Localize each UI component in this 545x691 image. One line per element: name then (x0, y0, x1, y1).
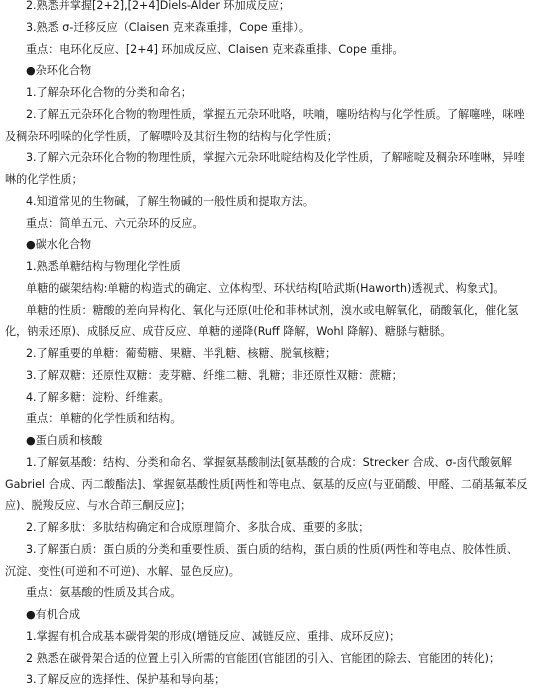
text-line: 3.了解双糖：还原性双糖：麦芽糖、纤维二糖、乳糖；非还原性双糖：蔗糖； (26, 368, 403, 382)
text-line: 2.了解五元杂环化合物的物理性质，掌握五元杂环吡咯，呋喃，噻吩结构与化学性质。了解噻唑，咪唑 (26, 107, 525, 121)
text-line: 1.掌握有机合成基本碳骨架的形成(增链反应、减链反应、重排、成环反应)； (26, 629, 401, 643)
key-points-line: 重点：简单五元、六元杂环的反应。 (26, 216, 204, 230)
text-line: 2.熟悉并掌握[2+2],[2+4]Diels-Alder 环加成反应； (26, 0, 290, 12)
text-line: 3.了解反应的选择性、保护基和导向基； (26, 673, 226, 687)
section-heading-carbohydrates: ●碳水化合物 (26, 238, 92, 252)
text-line: 单糖的性质：糖酸的差向异构化、氧化与还原(吐伦和菲林试剂，溴水或电解氧化，硝酸氧化，催化氢 (26, 303, 519, 317)
text-line: 啉的化学性质； (5, 173, 83, 186)
key-points-line: 重点：单糖的化学性质和结构。 (26, 412, 182, 426)
key-points-line: 重点：氨基酸的性质及其合成。 (26, 586, 182, 600)
text-line: 应)、脱羧反应、与水合茚三酮反应]； (5, 499, 192, 513)
text-line: 4.知道常见的生物碱，了解生物碱的一般性质和提取方法。 (26, 194, 314, 208)
text-line: 4.了解多糖：淀粉、纤维素。 (26, 390, 170, 404)
text-line: 沉淀、变性(可逆和不可逆)、水解、显色反应)。 (5, 564, 240, 578)
text-line: 化，钠汞还原)、成脎反应、成苷反应、单糖的递降(Ruff 降解，Wohl 降解)、糖脎与糖脎。 (5, 325, 452, 339)
text-line: 及稠杂环吲哚的化学性质，了解嘌呤及其衍生物的结构与化学性质； (5, 129, 338, 143)
text-line: 2.了解多肽：多肽结构确定和合成原理简介、多肽合成、重要的多肽； (26, 521, 370, 534)
section-heading-organic-synthesis: ●有机合成 (26, 608, 81, 621)
text-line: 1.了解杂环化合物的分类和命名； (26, 86, 192, 99)
text-line: 3.了解蛋白质：蛋白质的分类和重要性质、蛋白质的结构，蛋白质的性质(两性和等电点、胶体性质、 (26, 542, 518, 556)
text-line: 3.熟悉 σ-迁移反应（Claisen 克来森重排，Cope 重排）。 (26, 20, 310, 34)
section-heading-heterocycles: ●杂环化合物 (26, 64, 92, 78)
text-line: 1.了解氨基酸：结构、分类和命名、掌握氨基酸制法[氨基酸的合成：Strecker 合成、σ-卤代酸氨解 (26, 455, 512, 469)
text-line: 1.熟悉单糖结构与物理化学性质 (26, 260, 181, 273)
key-points-line: 重点：电环化反应、[2+4] 环加成反应、Claisen 克来森重排、Cope 重排。 (26, 42, 404, 56)
text-line: Gabriel 合成、丙二酸酯法]、掌握氨基酸性质[两性和等电点、氨基的反应(与亚硝酸、甲醛、二硝基氟苯反 (5, 477, 528, 491)
text-line: 3.了解六元杂环化合物的物理性质，掌握六元杂环吡啶结构及化学性质，了解嘧啶及稠杂环喹啉，异喹 (26, 151, 525, 165)
text-line: 单糖的碳架结构:单糖的构造式的确定、立体构型、环状结构[哈武斯(Haworth)透视式、构象式]。 (26, 281, 505, 295)
text-line: 2.了解重要的单糖：葡萄糖、果糖、半乳糖、核糖、脱氧核糖； (26, 347, 337, 360)
text-line: 2 熟悉在碳骨架合适的位置上引入所需的官能团(官能团的引入、官能团的除去、官能团的转化)； (26, 651, 501, 665)
section-heading-proteins-nucleic-acids: ●蛋白质和核酸 (26, 434, 103, 447)
